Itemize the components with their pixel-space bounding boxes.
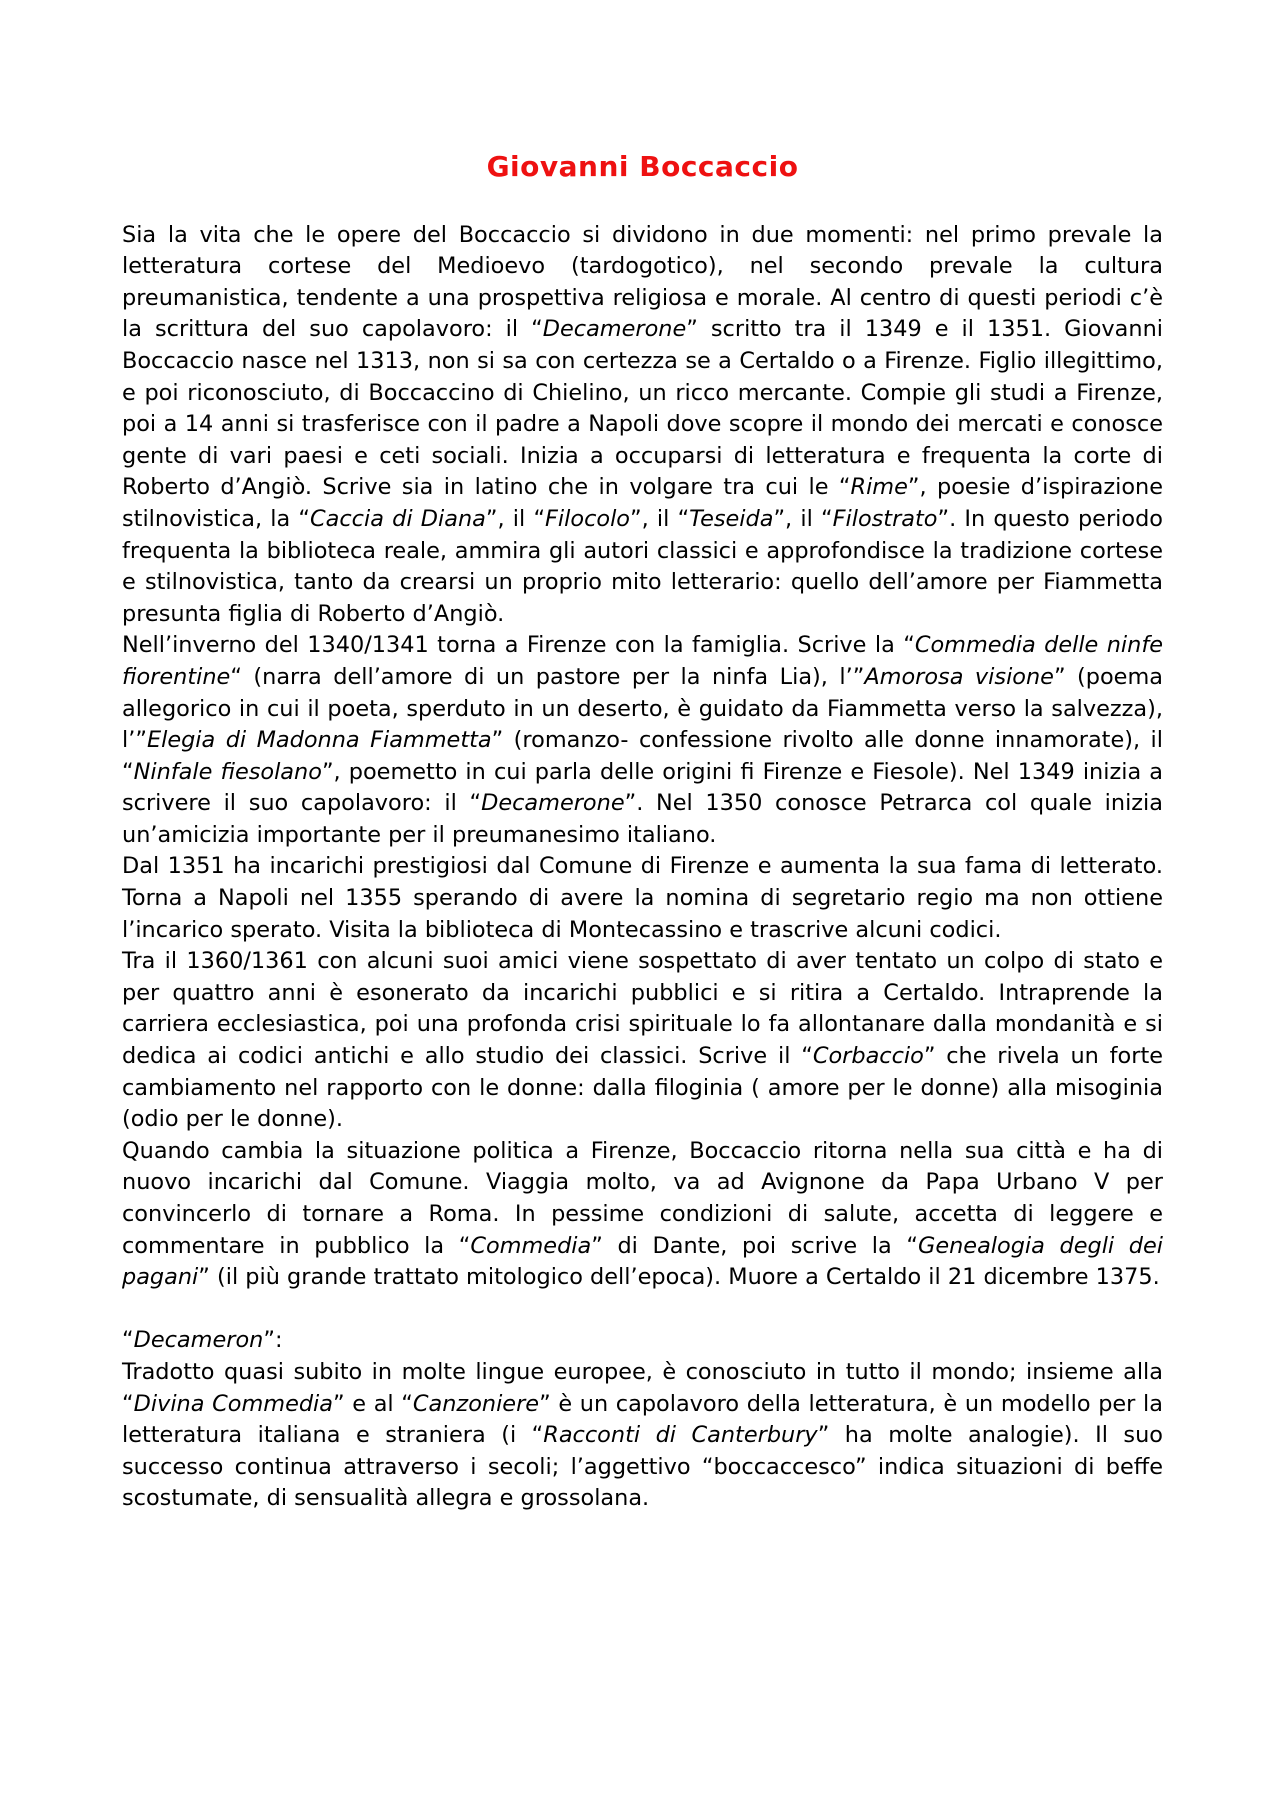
text-segment: ”. Nel 1350 conosce Petrarca col quale inizia un’amicizia importante per il preumanesimo italiano. [122, 790, 1163, 848]
text-segment: ” scritto tra il 1349 e il 1351. Giovanni Boccaccio nasce nel 1313, non si sa con certezza se a Certaldo o a Firenze. Figlio illegittimo, e poi riconosciuto, di Boccaccino di Chielino, un ricco mercante. Compie gli studi a Firenze, poi a 14 anni si trasferisce con il padre a Napoli dove scopre il mondo dei mercati e conosce gente di vari paesi e ceti sociali. Inizia a occuparsi di letteratura e frequenta la corte di Roberto d’Angiò. Scrive sia in latino che in volgare tra cui le “ [122, 316, 1163, 501]
text-segment: Tradotto quasi subito in molte lingue europee, è conosciuto in tutto il mondo; insieme alla “ [122, 1358, 1163, 1417]
work-title: Commedia [470, 1232, 592, 1259]
work-title: Amorosa visione [864, 663, 1054, 690]
work-title: Rime [850, 474, 908, 501]
text-segment: ” e al “ [333, 1390, 413, 1417]
text-segment: ”. In questo periodo frequenta la biblioteca reale, ammira gli autori classici e approfondisce la tradizione cortese e stilnovistica, tanto da crearsi un proprio mito letterario: quello dell’amore per Fiammetta presunta figlia di Roberto d’Angiò. [122, 505, 1163, 627]
paragraph-florence-return [122, 630, 1163, 851]
work-title: Commedia delle ninfe fiorentine [122, 632, 1163, 690]
work-title: Decameron [133, 1327, 264, 1354]
paragraph-spacer [122, 1294, 1163, 1326]
text-segment: ”, il “ [773, 505, 833, 532]
text-segment: Nell’inverno del 1340/1341 torna a Firenze con la famiglia. Scrive la “ [122, 632, 915, 659]
text-segment: Sia la vita che le opere del Boccaccio si dividono in due momenti: nel primo prevale la letteratura cortese del Medioevo (tardogotico), nel secondo prevale la cultura preumanistica, tendente a una prospettiva religiosa e morale. Al centro di questi periodi c’è la scrittura del suo capolavoro: il “ [122, 221, 1163, 343]
paragraph-crisis [122, 946, 1163, 1136]
work-title: Genealogia degli dei pagani [122, 1232, 1163, 1291]
work-title: Filostrato [832, 505, 938, 532]
work-title: Ninfale fiesolano [133, 758, 322, 785]
text-segment: ” (poema allegorico in cui il poeta, sperduto in un deserto, è guidato da Fiammetta verso la salvezza), l’” [122, 663, 1163, 754]
text-segment: ” ha molte analogie). Il suo successo continua attraverso i secoli; l’aggettivo “boccaccesco” indica situazioni di beffe scostumate, di sensualità allegra e grossolana. [122, 1422, 1163, 1512]
text-segment: ”, poesie d’ispirazione stilnovistica, la “ [122, 474, 1163, 532]
text-segment: “ (narra dell’amore di un pastore per la ninfa Lia), l’” [230, 663, 865, 690]
work-title: Divina Commedia [133, 1390, 333, 1417]
work-title: Filocolo [545, 505, 630, 532]
text-segment: ”, il “ [485, 505, 546, 532]
work-title: Elegia di Madonna Fiammetta [146, 727, 492, 754]
paragraph-early-life [122, 220, 1163, 631]
text-segment: ” di Dante, poi scrive la “ [591, 1232, 918, 1259]
text-segment: “ [122, 1327, 134, 1354]
text-segment: ”, poemetto in cui parla delle origini fi Firenze e Fiesole). Nel 1349 inizia a scrivere il suo capolavoro: il “ [122, 758, 1163, 817]
text-segment: Quando cambia la situazione politica a Firenze, Boccaccio ritorna nella sua città e ha di nuovo incarichi dal Comune. Viaggia molto, va ad Avignone da Papa Urbano V per convincerlo di tornare a Roma. In pessime condizioni di salute, accetta di leggere e commentare in pubblico la “ [122, 1137, 1163, 1259]
paragraph-public-offices: Dal 1351 ha incarichi prestigiosi dal Comune di Firenze e aumenta la sua fama di letterato. Torna a Napoli nel 1355 sperando di avere la nomina di segretario regio ma non ottiene l’incarico sperato. Visita la biblioteca di Montecassino e trascrive alcuni codici. [122, 853, 1163, 943]
work-title: Canzoniere [412, 1390, 540, 1417]
page-title: Giovanni Boccaccio [486, 150, 799, 183]
text-segment: Tra il 1360/1361 con alcuni suoi amici viene sospettato di aver tentato un colpo di stato e per quattro anni è esonerato da incarichi pubblici e si ritira a Certaldo. Intraprende la carriera ecclesiastica, poi una profonda crisi spirituale lo fa allontanare dalla mondanità e si dedica ai codici antichi e allo studio dei classici. Scrive il “ [122, 948, 1163, 1070]
paragraph-decameron [122, 1357, 1163, 1515]
paragraph-late-life [122, 1136, 1163, 1294]
work-title: Decamerone [481, 790, 625, 817]
work-title: Caccia di Diana [310, 505, 486, 532]
text-segment: ” (il più grande trattato mitologico dell’epoca). Muore a Certaldo il 21 dicembre 1375. [198, 1264, 1160, 1291]
text-segment: ” è un capolavoro della letteratura, è un modello per la letteratura italiana e straniera (i “ [122, 1390, 1163, 1449]
text-segment: ” (romanzo- confessione rivolto alle donne innamorate), il “ [122, 727, 1163, 785]
work-title: Racconti di Canterbury [543, 1422, 818, 1449]
text-segment: ”, il “ [630, 505, 690, 532]
work-title: Corbaccio [812, 1043, 924, 1070]
work-title: Decamerone [542, 316, 687, 343]
text-segment: ” che rivela un forte cambiamento nel rapporto con le donne: dalla filoginia ( amore per le donne) alla misoginia (odio per le donne). [122, 1043, 1163, 1133]
text-segment: ”: [263, 1327, 283, 1354]
section-heading-decameron [122, 1325, 1163, 1357]
work-title: Teseida [689, 505, 774, 532]
